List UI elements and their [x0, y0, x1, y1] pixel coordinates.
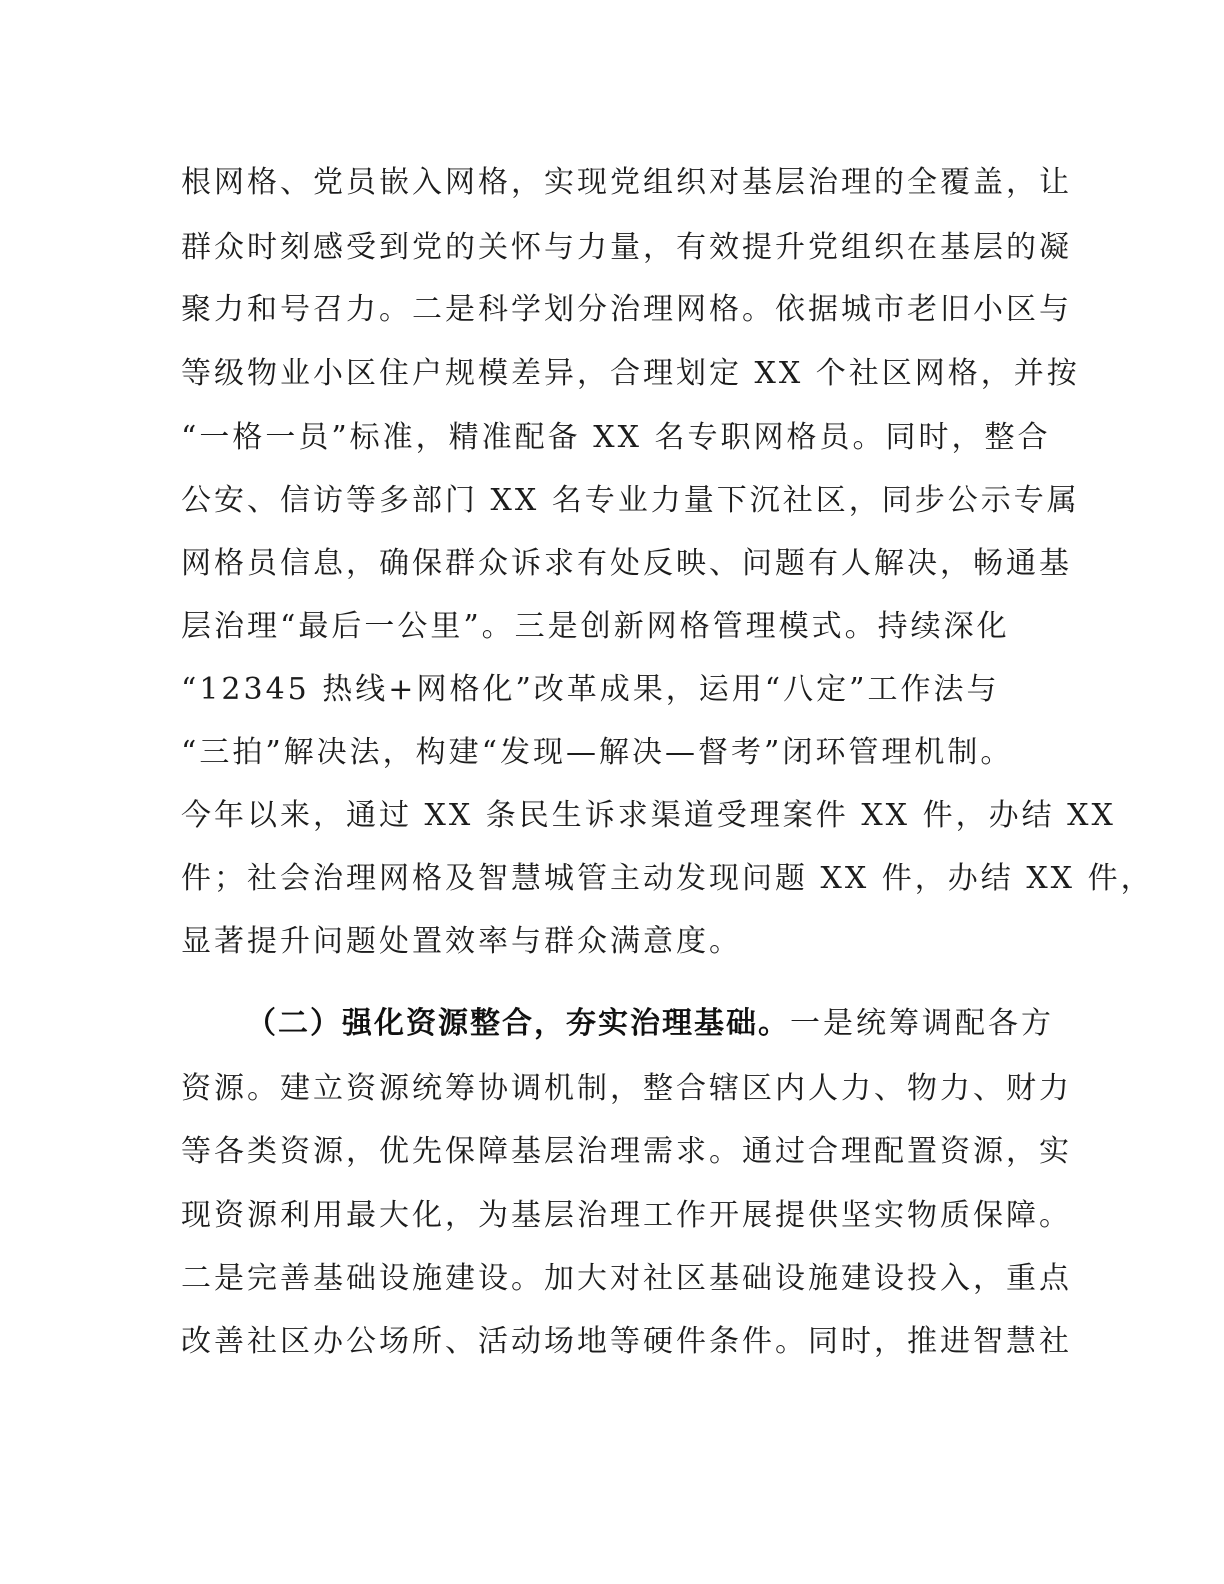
body-line: 显著提升问题处置效率与群众满意度。 — [181, 924, 742, 959]
body-line: 二是完善基础设施建设。加大对社区基础设施建设投入，重点 — [181, 1261, 1072, 1296]
body-line: 今年以来，通过 XX 条民生诉求渠道受理案件 XX 件，办结 XX — [181, 798, 1116, 833]
body-line: “一格一员”标准，精准配备 XX 名专职网格员。同时，整合 — [181, 420, 1051, 455]
body-line: 件；社会治理网格及智慧城管主动发现问题 XX 件，办结 XX 件， — [181, 861, 1154, 896]
body-line: 群众时刻感受到党的关怀与力量，有效提升党组织在基层的凝 — [181, 230, 1072, 265]
section-heading-line — [246, 1000, 1126, 1048]
body-line: 网格员信息，确保群众诉求有处反映、问题有人解决，畅通基 — [181, 546, 1072, 581]
body-line: 根网格、党员嵌入网格，实现党组织对基层治理的全覆盖，让 — [181, 165, 1072, 200]
body-line: 聚力和号召力。二是科学划分治理网格。依据城市老旧小区与 — [181, 292, 1072, 327]
body-line: 资源。建立资源统筹协调机制，整合辖区内人力、物力、财力 — [181, 1071, 1072, 1106]
body-line: 等级物业小区住户规模差异，合理划定 XX 个社区网格，并按 — [181, 356, 1080, 391]
section-heading: （二）强化资源整合，夯实治理基础。 — [246, 1006, 790, 1041]
section-heading-continuation: 一是统筹调配各方 — [790, 1006, 1054, 1041]
body-line: 层治理“最后一公里”。三是创新网格管理模式。持续深化 — [181, 609, 1010, 644]
body-line: “12345 热线+网格化”改革成果，运用“八定”工作法与 — [181, 672, 1000, 707]
body-line: 改善社区办公场所、活动场地等硬件条件。同时，推进智慧社 — [181, 1324, 1072, 1359]
body-line: 公安、信访等多部门 XX 名专业力量下沉社区，同步公示专属 — [181, 483, 1080, 518]
body-line: 等各类资源，优先保障基层治理需求。通过合理配置资源，实 — [181, 1134, 1072, 1169]
body-line: 现资源利用最大化，为基层治理工作开展提供坚实物质保障。 — [181, 1198, 1072, 1233]
body-line: “三拍”解决法，构建“发现—解决—督考”闭环管理机制。 — [181, 735, 1014, 770]
